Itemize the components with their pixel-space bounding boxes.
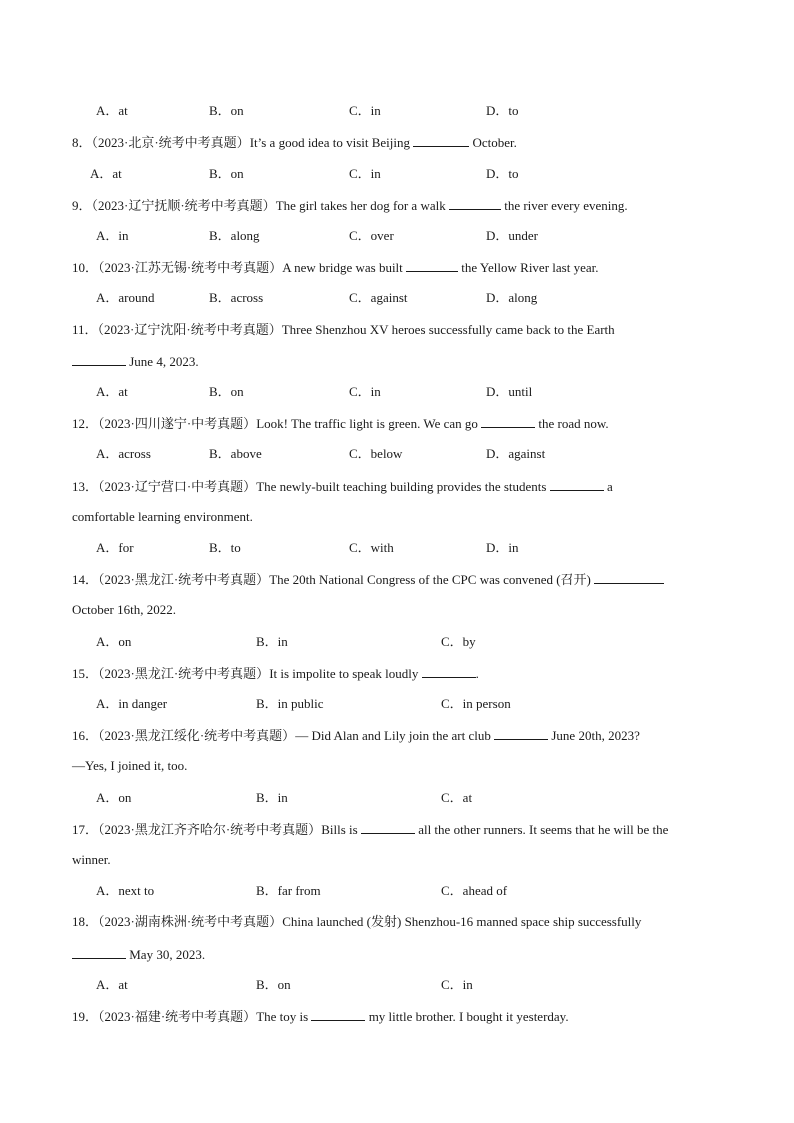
question-source: （2023·黑龙江·统考中考真题） (98, 572, 270, 587)
option-b[interactable]: B．on (209, 166, 244, 181)
question-number: 11． (72, 322, 98, 337)
question-number: 18． (72, 914, 99, 929)
question-stem (72, 914, 641, 930)
question-text: It’s a good idea to visit Beijing (249, 135, 411, 150)
option-d[interactable]: D．to (486, 103, 519, 118)
option-b[interactable]: B．on (209, 384, 244, 399)
question-text: — Did Alan and Lily join the art club (295, 728, 491, 743)
option-a[interactable]: A．in (96, 228, 129, 243)
question-stem (72, 415, 609, 432)
option-c[interactable]: C．at (441, 790, 473, 805)
option-c[interactable]: C．by (441, 634, 476, 649)
question-source: （2023·辽宁沈阳·统考中考真题） (97, 322, 282, 337)
option-a[interactable]: A．at (96, 977, 128, 992)
option-a[interactable]: A．around (96, 290, 155, 305)
question-number: 13． (72, 479, 99, 494)
question-stem-line-2: —Yes, I joined it, too. (72, 758, 188, 773)
question-number: 15． (72, 666, 99, 681)
question-text: May 30, 2023. (129, 947, 206, 962)
option-a[interactable]: A．for (96, 540, 134, 555)
question-stem (72, 727, 640, 744)
answer-blank[interactable] (494, 727, 548, 740)
question-number: 8． (72, 135, 92, 150)
question-stem-line-2 (72, 353, 199, 370)
answer-blank[interactable] (413, 134, 469, 147)
question-text: the road now. (538, 416, 609, 431)
option-a[interactable]: A．at (90, 166, 122, 181)
option-a[interactable]: A．in danger (96, 696, 168, 711)
answer-blank[interactable] (481, 415, 535, 428)
option-d[interactable]: D．along (486, 290, 538, 305)
question-text: Bills is (321, 822, 358, 837)
question-text: The 20th National Congress of the CPC was convened (召开) (269, 572, 591, 587)
question-number: 19． (72, 1009, 99, 1024)
option-a[interactable]: A．at (96, 103, 128, 118)
question-text: June 20th, 2023? (551, 728, 640, 743)
question-text: China launched (发射) Shenzhou-16 manned space ship successfully (282, 914, 642, 929)
option-d[interactable]: D．under (486, 228, 538, 243)
option-a[interactable]: A．on (96, 790, 132, 805)
question-text: Look! The traffic light is green. We can go (256, 416, 478, 431)
option-a[interactable]: A．next to (96, 883, 155, 898)
answer-blank[interactable] (449, 197, 501, 210)
question-stem (72, 821, 668, 838)
option-d[interactable]: D．to (486, 166, 519, 181)
option-c[interactable]: C．against (349, 290, 408, 305)
question-stem (72, 665, 479, 682)
question-text: the river every evening. (504, 198, 628, 213)
question-stem-line-2 (72, 946, 205, 963)
question-number: 12． (72, 416, 99, 431)
question-text: . (475, 666, 479, 681)
option-c[interactable]: C．ahead of (441, 883, 508, 898)
question-source: （2023·湖南株洲·统考中考真题） (98, 914, 283, 929)
question-stem (72, 478, 613, 495)
question-source: （2023·北京·统考中考真题） (91, 135, 250, 150)
option-c[interactable]: C．with (349, 540, 394, 555)
option-c[interactable]: C．over (349, 228, 394, 243)
answer-blank[interactable] (311, 1008, 365, 1021)
question-source: （2023·辽宁抚顺·统考中考真题） (91, 198, 276, 213)
option-b[interactable]: B．along (209, 228, 260, 243)
question-text: A new bridge was built (282, 260, 403, 275)
option-b[interactable]: B．to (209, 540, 241, 555)
answer-blank[interactable] (594, 571, 664, 584)
option-d[interactable]: D．in (486, 540, 519, 555)
question-text: a (606, 479, 613, 494)
option-b[interactable]: B．in public (256, 696, 324, 711)
option-b[interactable]: B．above (209, 446, 262, 461)
question-source: （2023·黑龙江齐齐哈尔·统考中考真题） (98, 822, 322, 837)
option-d[interactable]: D．against (486, 446, 546, 461)
option-c[interactable]: C．in (349, 103, 381, 118)
option-b[interactable]: B．in (256, 790, 288, 805)
option-b[interactable]: B．in (256, 634, 288, 649)
question-text: my little brother. I bought it yesterday. (368, 1009, 569, 1024)
question-text: all the other runners. It seems that he will be the (418, 822, 669, 837)
question-stem (72, 571, 664, 588)
question-stem (72, 197, 628, 214)
question-number: 10． (72, 260, 99, 275)
question-text: June 4, 2023. (129, 354, 199, 369)
option-c[interactable]: C．in person (441, 696, 511, 711)
question-text: It is impolite to speak loudly (269, 666, 419, 681)
answer-blank[interactable] (72, 353, 126, 366)
option-b[interactable]: B．far from (256, 883, 321, 898)
option-c[interactable]: C．in (349, 166, 381, 181)
option-b[interactable]: B．on (256, 977, 291, 992)
question-text: Three Shenzhou XV heroes successfully came back to the Earth (281, 322, 615, 337)
question-source: （2023·黑龙江·统考中考真题） (98, 666, 270, 681)
question-number: 16． (72, 728, 99, 743)
option-a[interactable]: A．on (96, 634, 132, 649)
question-text: the Yellow River last year. (461, 260, 599, 275)
option-b[interactable]: B．on (209, 103, 244, 118)
option-d[interactable]: D．until (486, 384, 533, 399)
answer-blank[interactable] (422, 665, 476, 678)
question-number: 14． (72, 572, 99, 587)
question-stem-line-2: winner. (72, 852, 111, 867)
question-stem (72, 1008, 569, 1025)
question-number: 9． (72, 198, 92, 213)
question-source: （2023·江苏无锡·统考中考真题） (98, 260, 283, 275)
question-stem-line-2: October 16th, 2022. (72, 602, 176, 617)
option-c[interactable]: C．below (349, 446, 403, 461)
answer-blank[interactable] (72, 946, 126, 959)
answer-blank[interactable] (550, 478, 604, 491)
question-source: （2023·福建·统考中考真题） (98, 1009, 257, 1024)
option-b[interactable]: B．across (209, 290, 264, 305)
question-source: （2023·黑龙江绥化·统考中考真题） (98, 728, 296, 743)
option-a[interactable]: A．at (96, 384, 128, 399)
question-text: October. (472, 135, 517, 150)
option-c[interactable]: C．in (441, 977, 473, 992)
question-text: The toy is (256, 1009, 309, 1024)
question-stem-line-2: comfortable learning environment. (72, 509, 253, 524)
question-text: The newly-built teaching building provides the students (256, 479, 547, 494)
option-a[interactable]: A．across (96, 446, 151, 461)
question-stem (72, 259, 599, 276)
question-number: 17． (72, 822, 99, 837)
question-stem (72, 322, 615, 338)
answer-blank[interactable] (406, 259, 458, 272)
question-source: （2023·四川遂宁·中考真题） (98, 416, 257, 431)
question-text: The girl takes her dog for a walk (275, 198, 446, 213)
answer-blank[interactable] (361, 821, 415, 834)
question-stem (72, 134, 517, 151)
question-source: （2023·辽宁营口·中考真题） (98, 479, 257, 494)
option-c[interactable]: C．in (349, 384, 381, 399)
